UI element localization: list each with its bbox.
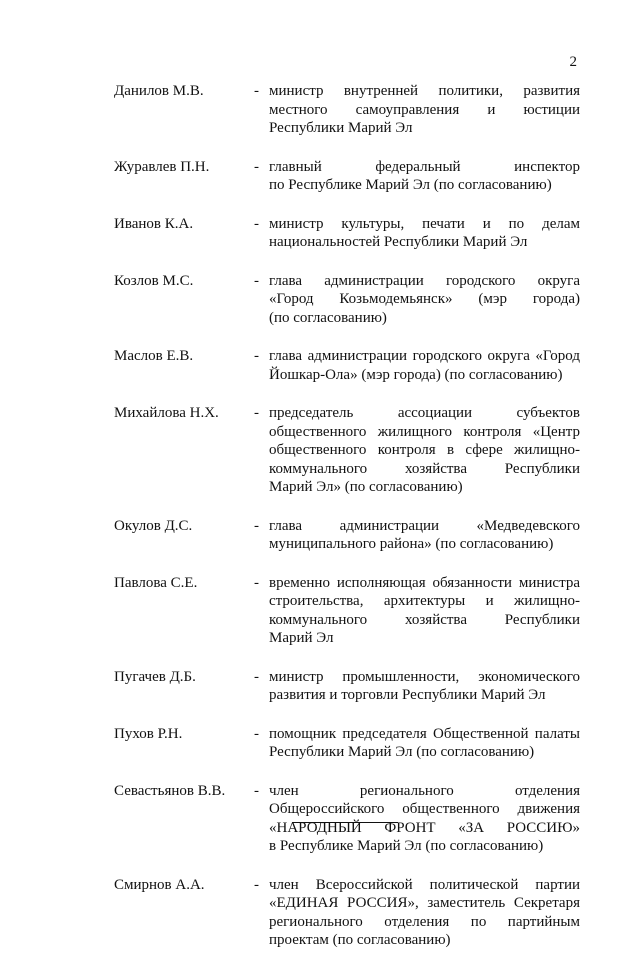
closing-rule <box>292 822 398 823</box>
member-position <box>269 272 580 328</box>
position-line: местного самоуправления и юстиции <box>269 101 580 118</box>
position-line: развития и торговли Республики Марий Эл <box>269 687 546 703</box>
position-line: глава администрации городского округа <box>269 272 580 289</box>
position-line: по Республике Марий Эл (по согласованию) <box>269 177 552 193</box>
position-line: министр культуры, печати и по делам <box>269 215 580 232</box>
member-row <box>114 404 580 497</box>
member-dash: - <box>254 574 259 591</box>
member-row <box>114 668 580 705</box>
member-name: Смирнов А.А. <box>114 876 205 893</box>
position-line: Республики Марий Эл <box>269 120 413 136</box>
member-dash: - <box>254 83 259 99</box>
member-position <box>269 517 580 554</box>
position-line: Марий Эл» (по согласованию) <box>269 479 463 495</box>
member-name: Михайлова Н.Х. <box>114 405 219 421</box>
member-row <box>114 782 580 856</box>
position-line: член регионального отделения <box>269 782 580 799</box>
position-line: Марий Эл <box>269 630 334 646</box>
member-row <box>114 347 580 384</box>
member-dash: - <box>254 668 259 685</box>
position-line: муниципального района» (по согласованию) <box>269 536 554 552</box>
position-line: коммунального хозяйства Республики <box>269 460 580 477</box>
member-dash: - <box>254 215 259 232</box>
members-list <box>114 82 580 970</box>
position-line: главный федеральный инспектор <box>269 158 580 175</box>
position-line: общественного жилищного контроля «Центр <box>269 423 580 440</box>
position-line: общественного контроля в сфере жилищно- <box>269 442 580 458</box>
position-line: коммунального хозяйства Республики <box>269 611 580 628</box>
member-name: Севастьянов В.В. <box>114 782 226 799</box>
member-position <box>269 82 580 138</box>
position-line: временно исполняющая обязанности министра <box>269 574 580 591</box>
member-dash: - <box>254 272 259 289</box>
position-line: «ЕДИНАЯ РОССИЯ», заместитель Секретаря <box>269 895 580 911</box>
position-line: проектам (по согласованию) <box>269 932 451 948</box>
member-name: Журавлев П.Н. <box>114 158 210 175</box>
position-line: глава администрации «Медведевского <box>269 517 580 534</box>
member-row <box>114 215 580 252</box>
member-name: Иванов К.А. <box>114 215 194 232</box>
position-line: «НАРОДНЫЙ ФРОНТ «ЗА РОССИЮ» <box>269 819 580 836</box>
page-number: 2 <box>569 54 577 70</box>
member-position <box>269 574 580 648</box>
member-name: Козлов М.С. <box>114 272 194 289</box>
position-line: помощник председателя Общественной палаты <box>269 725 580 742</box>
member-row <box>114 876 580 950</box>
position-line: глава администрации городского округа «Город <box>269 348 580 364</box>
member-name: Маслов Е.В. <box>114 348 194 364</box>
member-name: Данилов М.В. <box>114 83 204 99</box>
position-line: Республики Марий Эл (по согласованию) <box>269 744 535 760</box>
member-position <box>269 725 580 762</box>
position-line: национальностей Республики Марий Эл <box>269 234 528 250</box>
member-position <box>269 404 580 497</box>
member-position <box>269 668 580 705</box>
member-position <box>269 876 580 950</box>
position-line: в Республике Марий Эл (по согласованию) <box>269 838 544 854</box>
member-dash: - <box>254 725 259 742</box>
member-dash: - <box>254 158 259 175</box>
position-line: председатель ассоциации субъектов <box>269 405 580 421</box>
member-name: Павлова С.Е. <box>114 574 198 591</box>
member-position <box>269 215 580 252</box>
member-row <box>114 272 580 328</box>
member-row <box>114 725 580 762</box>
position-line: Йошкар-Ола» (мэр города) (по согласованию) <box>269 366 563 383</box>
position-line: строительства, архитектуры и жилищно- <box>269 593 580 609</box>
member-dash: - <box>254 517 259 534</box>
member-name: Пухов Р.Н. <box>114 725 183 742</box>
member-dash: - <box>254 405 259 421</box>
member-name: Окулов Д.С. <box>114 517 193 534</box>
position-line: министр внутренней политики, развития <box>269 83 580 99</box>
member-name: Пугачев Д.Б. <box>114 668 196 685</box>
member-row <box>114 158 580 195</box>
member-dash: - <box>254 782 259 799</box>
member-row <box>114 574 580 648</box>
member-row <box>114 517 580 554</box>
position-line: министр промышленности, экономического <box>269 668 580 685</box>
position-line: (по согласованию) <box>269 309 387 326</box>
member-position <box>269 347 580 384</box>
member-position <box>269 782 580 856</box>
member-row <box>114 82 580 138</box>
position-line: член Всероссийской политической партии <box>269 876 580 893</box>
member-position <box>269 158 580 195</box>
position-line: Общероссийского общественного движения <box>269 801 580 817</box>
member-dash: - <box>254 876 259 893</box>
position-line: регионального отделения по партийным <box>269 913 580 930</box>
position-line: «Город Козьмодемьянск» (мэр города) <box>269 291 580 307</box>
member-dash: - <box>254 348 259 364</box>
